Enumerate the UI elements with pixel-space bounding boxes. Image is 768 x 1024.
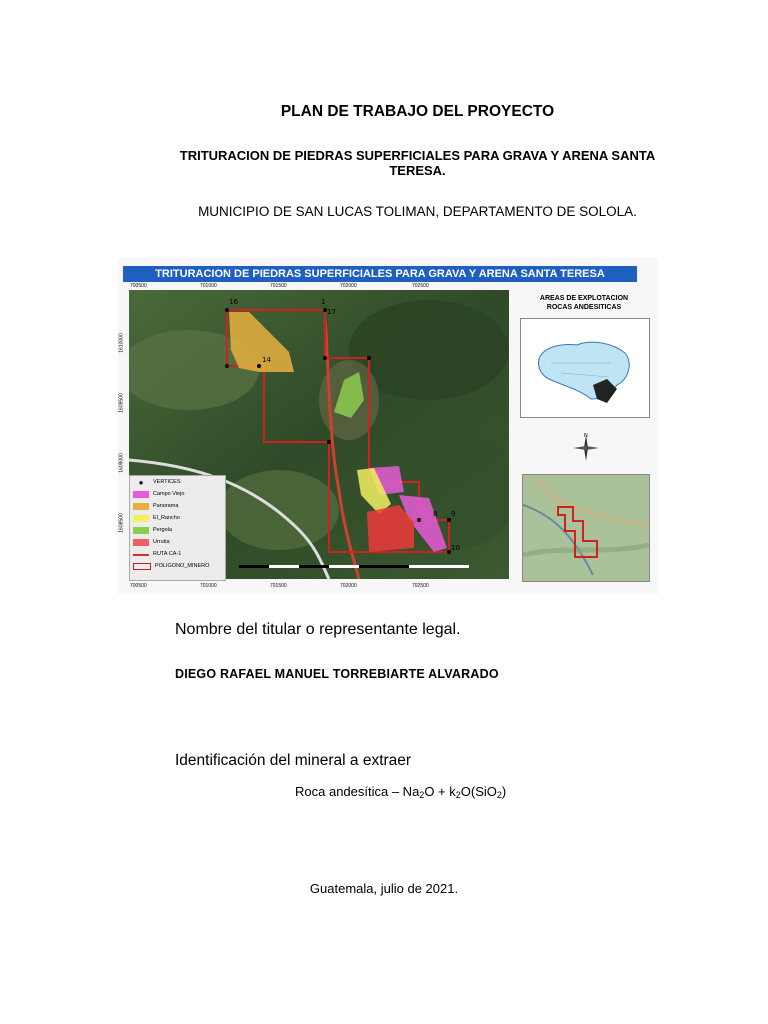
- vertex-dot-icon: ●: [138, 478, 144, 487]
- legend-label: Campo Viejo: [153, 491, 185, 497]
- outline-swatch-icon: [133, 563, 151, 570]
- project-name: TRITURACION DE PIEDRAS SUPERFICIALES PARA GRAVA Y ARENA SANTA TERESA.: [179, 148, 656, 178]
- holder-label: Nombre del titular o representante legal.: [175, 621, 461, 638]
- legend-item: [133, 514, 180, 523]
- mineral-formula: [295, 784, 506, 800]
- x-tick-bottom: 702000: [340, 583, 357, 589]
- legend-item: [133, 562, 209, 571]
- map-banner: TRITURACION DE PIEDRAS SUPERFICIALES PARA GRAVA Y ARENA SANTA TERESA: [123, 266, 637, 282]
- vertex-label: 17: [327, 308, 336, 316]
- legend-label: Urrutia: [153, 539, 170, 545]
- vertex-label: 1: [321, 298, 326, 306]
- swatch-icon: [133, 491, 149, 498]
- x-tick-top: 701000: [200, 283, 217, 289]
- line-swatch-icon: [133, 554, 149, 556]
- department-shape: [521, 319, 649, 417]
- x-tick-top: 700500: [130, 283, 147, 289]
- topo-shape: [523, 475, 649, 581]
- formula-subscript: 2: [455, 790, 461, 800]
- swatch-icon: [133, 527, 149, 534]
- legend-item: [133, 478, 180, 487]
- vertex-label: 8: [433, 510, 438, 518]
- formula-part: O(SiO: [460, 784, 497, 799]
- topographic-inset-map: [522, 474, 650, 582]
- y-tick: 1610000: [118, 333, 125, 353]
- map-legend: [129, 475, 226, 581]
- side-title-line2: ROCAS ANDESITICAS: [546, 304, 622, 311]
- legend-label: RUTA CA-1: [153, 551, 182, 557]
- swatch-icon: [133, 503, 149, 510]
- legend-label: POLIGONO_MINERO: [155, 563, 210, 569]
- legend-item: [133, 526, 172, 535]
- side-title-line1: AREAS DE EXPLOTACION: [539, 295, 629, 302]
- swatch-icon: [133, 515, 149, 522]
- compass-north-label: N: [584, 433, 588, 439]
- legend-label: VERTICES: [153, 479, 181, 485]
- legend-label: Panorama: [153, 503, 179, 509]
- vertex-label: 10: [451, 544, 460, 552]
- formula-part: O + k: [424, 784, 456, 799]
- formula-subscript: 2: [419, 790, 425, 800]
- side-panel-title: [519, 294, 649, 312]
- document-title: PLAN DE TRABAJO DEL PROYECTO: [280, 103, 555, 120]
- holder-name: DIEGO RAFAEL MANUEL TORREBIARTE ALVARADO: [175, 667, 499, 681]
- formula-part: Roca andesítica – Na: [295, 784, 420, 799]
- y-tick: 1609000: [118, 453, 125, 473]
- north-arrow-icon: [570, 432, 602, 464]
- x-tick-top: 702500: [412, 283, 429, 289]
- date-place: Guatemala, julio de 2021.: [309, 881, 459, 896]
- x-tick-bottom: 701000: [200, 583, 217, 589]
- x-tick-bottom: 701500: [270, 583, 287, 589]
- formula-part: ): [501, 784, 507, 799]
- x-tick-top: 702000: [340, 283, 357, 289]
- department-inset-map: [520, 318, 650, 418]
- y-tick: 1608500: [118, 513, 125, 533]
- legend-label: Pergola: [153, 527, 172, 533]
- vertex-label: 16: [229, 298, 238, 306]
- legend-item: [133, 538, 170, 547]
- mineral-label: Identificación del mineral a extraer: [175, 752, 412, 769]
- x-tick-bottom: 700500: [130, 583, 147, 589]
- legend-item: [133, 502, 178, 511]
- formula-subscript: 2: [496, 790, 502, 800]
- x-tick-top: 701500: [270, 283, 287, 289]
- legend-item: [133, 490, 184, 499]
- vertex-label: 9: [451, 510, 456, 518]
- legend-item: [133, 550, 181, 559]
- swatch-icon: [133, 539, 149, 546]
- project-location: MUNICIPIO DE SAN LUCAS TOLIMAN, DEPARTAMENTO DE SOLOLA.: [198, 204, 637, 219]
- x-tick-bottom: 702500: [412, 583, 429, 589]
- vertex-label: 14: [262, 356, 271, 364]
- legend-label: El_Rancho: [153, 515, 180, 521]
- y-tick: 1609500: [118, 393, 125, 413]
